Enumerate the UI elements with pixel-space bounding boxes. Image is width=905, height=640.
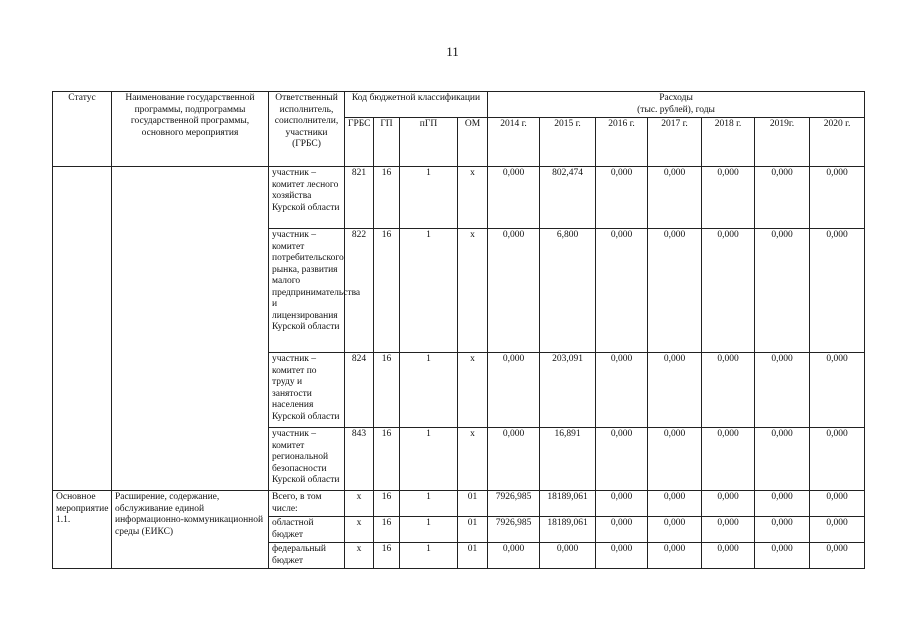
code-cell: 1 (400, 353, 458, 428)
code-cell: х (458, 229, 488, 353)
executor-cell: Всего, в том числе: (269, 491, 345, 517)
value-cell: 0,000 (648, 167, 702, 229)
header-executor: Ответственный исполнитель, соисполнители, участники (ГРБС) (269, 92, 345, 167)
code-cell: х (458, 428, 488, 491)
value-cell: 0,000 (648, 491, 702, 517)
value-cell: 0,000 (596, 517, 648, 543)
status-cell-empty (53, 167, 112, 491)
value-cell: 0,000 (488, 543, 540, 569)
value-cell: 0,000 (488, 229, 540, 353)
code-cell: 822 (345, 229, 374, 353)
header-gp: ГП (374, 118, 400, 167)
header-pgp: пГП (400, 118, 458, 167)
value-cell: 0,000 (488, 353, 540, 428)
header-year: 2017 г. (648, 118, 702, 167)
code-cell: 1 (400, 428, 458, 491)
header-expenses (488, 92, 865, 118)
header-year: 2016 г. (596, 118, 648, 167)
value-cell: 0,000 (648, 353, 702, 428)
value-cell: 7926,985 (488, 491, 540, 517)
header-year: 2015 г. (540, 118, 596, 167)
header-budget-code: Код бюджетной классификации (345, 92, 488, 118)
code-cell: 843 (345, 428, 374, 491)
value-cell: 0,000 (596, 491, 648, 517)
code-cell: 821 (345, 167, 374, 229)
code-cell: 1 (400, 517, 458, 543)
value-cell: 0,000 (596, 428, 648, 491)
value-cell: 0,000 (648, 428, 702, 491)
value-cell: 18189,061 (540, 517, 596, 543)
value-cell: 0,000 (810, 517, 865, 543)
table-row (53, 167, 865, 229)
code-cell: 01 (458, 491, 488, 517)
value-cell: 0,000 (596, 167, 648, 229)
code-cell: 1 (400, 543, 458, 569)
code-cell: х (345, 491, 374, 517)
value-cell: 0,000 (810, 491, 865, 517)
value-cell: 0,000 (755, 517, 810, 543)
code-cell: 16 (374, 491, 400, 517)
value-cell: 0,000 (810, 353, 865, 428)
code-cell: х (458, 167, 488, 229)
value-cell: 0,000 (702, 517, 755, 543)
code-cell: 01 (458, 517, 488, 543)
code-cell: 824 (345, 353, 374, 428)
budget-table (52, 91, 865, 569)
code-cell: 16 (374, 543, 400, 569)
value-cell: 0,000 (648, 229, 702, 353)
measure-name: Расширение, содержание, обслуживание единой информационно-коммуникационной среды (ЕИКС) (112, 491, 269, 569)
header-year: 2018 г. (702, 118, 755, 167)
value-cell: 0,000 (702, 543, 755, 569)
measure-status: Основное мероприятие 1.1. (53, 491, 112, 569)
value-cell: 0,000 (755, 543, 810, 569)
value-cell: 0,000 (702, 353, 755, 428)
code-cell: х (345, 543, 374, 569)
value-cell: 0,000 (810, 428, 865, 491)
value-cell: 7926,985 (488, 517, 540, 543)
value-cell: 0,000 (596, 353, 648, 428)
header-year: 2014 г. (488, 118, 540, 167)
header-status: Статус (53, 92, 112, 167)
value-cell: 0,000 (755, 229, 810, 353)
value-cell: 0,000 (755, 167, 810, 229)
executor-cell: областной бюджет (269, 517, 345, 543)
code-cell: 16 (374, 229, 400, 353)
value-cell: 0,000 (702, 229, 755, 353)
executor-cell: участник – комитет лесного хозяйства Курской области (269, 167, 345, 229)
code-cell: х (345, 517, 374, 543)
table-row (53, 491, 865, 517)
value-cell: 0,000 (702, 491, 755, 517)
header-expenses-unit: (тыс. рублей), годы (637, 104, 715, 115)
code-cell: 1 (400, 491, 458, 517)
header-program-name: Наименование государственной программы, подпрограммы государственной программы, основного мероприятия (112, 92, 269, 167)
header-year: 2020 г. (810, 118, 865, 167)
value-cell: 0,000 (702, 167, 755, 229)
code-cell: 16 (374, 517, 400, 543)
header-grbs: ГРБС (345, 118, 374, 167)
header-om: ОМ (458, 118, 488, 167)
value-cell: 0,000 (810, 229, 865, 353)
table-body (53, 92, 865, 569)
executor-cell: участник – комитет по труду и занятости населения Курской области (269, 353, 345, 428)
value-cell: 6,800 (540, 229, 596, 353)
code-cell: 16 (374, 353, 400, 428)
value-cell: 0,000 (596, 229, 648, 353)
value-cell: 0,000 (755, 353, 810, 428)
executor-cell: федеральный бюджет (269, 543, 345, 569)
value-cell: 0,000 (596, 543, 648, 569)
value-cell: 16,891 (540, 428, 596, 491)
value-cell: 0,000 (488, 167, 540, 229)
value-cell: 0,000 (755, 428, 810, 491)
name-cell-empty (112, 167, 269, 491)
code-cell: 16 (374, 167, 400, 229)
value-cell: 203,091 (540, 353, 596, 428)
value-cell: 0,000 (755, 491, 810, 517)
value-cell: 0,000 (648, 517, 702, 543)
value-cell: 18189,061 (540, 491, 596, 517)
executor-cell: участник – комитет потребительского рынка, развития малого предпринимательства и лицензирования Курской области (269, 229, 345, 353)
page-number: 11 (446, 44, 459, 59)
value-cell: 802,474 (540, 167, 596, 229)
header-expenses-title: Расходы (659, 93, 693, 103)
value-cell: 0,000 (540, 543, 596, 569)
value-cell: 0,000 (810, 167, 865, 229)
value-cell: 0,000 (488, 428, 540, 491)
header-row-top (53, 92, 865, 118)
code-cell: 1 (400, 167, 458, 229)
code-cell: 16 (374, 428, 400, 491)
value-cell: 0,000 (648, 543, 702, 569)
executor-cell: участник – комитет региональной безопасности Курской области (269, 428, 345, 491)
value-cell: 0,000 (702, 428, 755, 491)
code-cell: 01 (458, 543, 488, 569)
code-cell: х (458, 353, 488, 428)
value-cell: 0,000 (810, 543, 865, 569)
header-year: 2019г. (755, 118, 810, 167)
code-cell: 1 (400, 229, 458, 353)
